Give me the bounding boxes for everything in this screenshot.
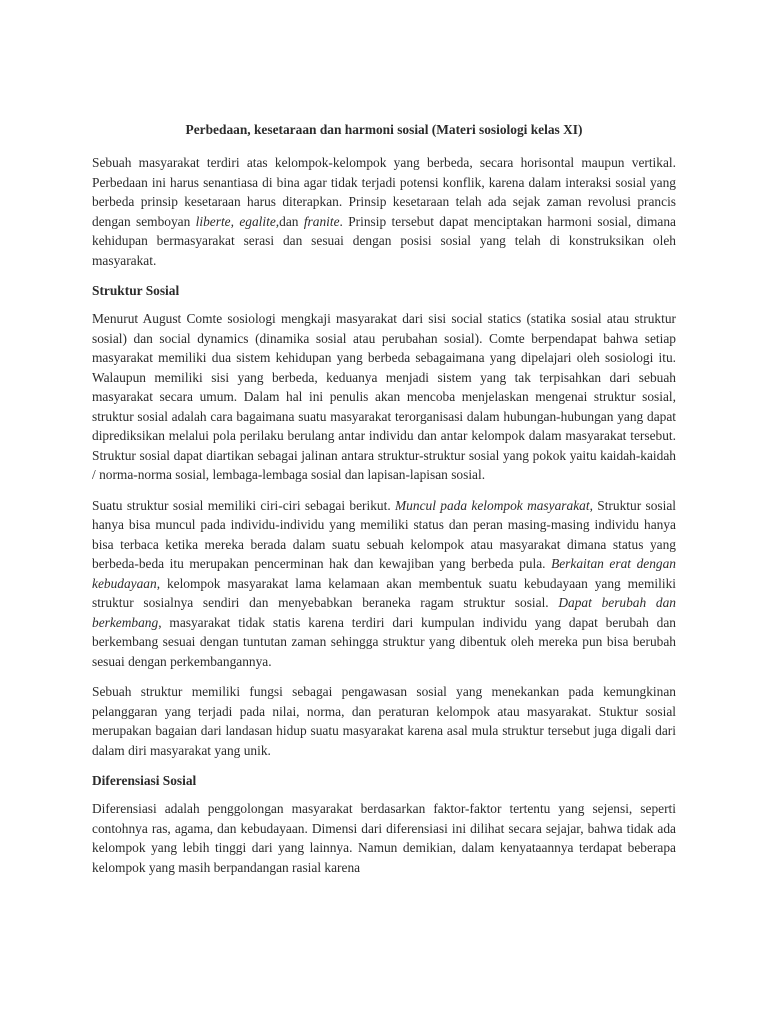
struktur-p2-text-2: , Struktur sosial hanya bisa muncul pada individu-individu yang memiliki status dan peran masing-masing individu hanya bisa terbaca ketika mereka berada dalam suatu sebuah kelompok atau masyarakat dimana status yang berbeda-beda itu merupakan pencerminan hak dan kewajiban yang berbeda pula. bbox=[92, 497, 676, 571]
struktur-p2-italic-3: Dapat berubah dan berkembang bbox=[92, 595, 677, 630]
intro-text-3: . Prinsip tersebut dapat menciptakan harmoni sosial, dimana kehidupan bermasyarakat serasi dan sesuai dengan posisi sosial yang telah di konstruksikan oleh masyarakat. bbox=[92, 213, 676, 268]
document-title: Perbedaan, kesetaraan dan harmoni sosial (Materi sosiologi kelas XI) bbox=[185, 122, 583, 137]
intro-italic-1: liberte, egalite, bbox=[195, 213, 280, 229]
struktur-p2-text-4: , masyarakat tidak statis karena terdiri dari kumpulan individu yang dapat berubah dan berkembang sesuai dengan tuntutan zaman sehingga struktur yang dibentuk oleh mereka pun bisa berubah sesuai dengan perkembangannya. bbox=[92, 614, 676, 669]
intro-text-1: Sebuah masyarakat terdiri atas kelompok-kelompok yang berbeda, secara horisontal maupun vertikal. Perbedaan ini harus senantiasa di bina agar tidak terjadi potensi konflik, karena dalam interaksi sosial yang berbeda prinsip kesetaraan harus diterapkan. Prinsip kesetaraan telah ada sejak zaman revolusi prancis dengan semboyan bbox=[92, 155, 676, 229]
section-heading-struktur-sosial: Struktur Sosial bbox=[92, 283, 180, 298]
section-heading-diferensiasi-sosial: Diferensiasi Sosial bbox=[92, 773, 197, 788]
intro-paragraph bbox=[92, 153, 676, 270]
intro-italic-2: franite bbox=[303, 213, 340, 229]
struktur-p2-text-3: , kelompok masyarakat lama kelamaan akan membentuk suatu kebudayaan yang memiliki struktur sosialnya sendiri dan menyebabkan beraneka ragam struktur sosial. bbox=[92, 575, 676, 610]
intro-text-2: dan bbox=[279, 213, 304, 229]
struktur-p2-text-1: Suatu struktur sosial memiliki ciri-ciri sebagai berikut. bbox=[92, 497, 396, 513]
struktur-p2-italic-1: Muncul pada kelompok masyarakat bbox=[395, 497, 590, 513]
struktur-p2-italic-2: Berkaitan erat dengan kebudayaan bbox=[92, 556, 676, 591]
struktur-paragraph-1: Menurut August Comte sosiologi mengkaji masyarakat dari sisi social statics (statika sosial atau struktur sosial) dan social dynamics (dinamika sosial atau perubahan sosial). Comte berpendapat bahwa setiap masyarakat memiliki dua sistem kehidupan yang berbeda sebagaimana yang dipelajari oleh sosiologi itu. Walaupun memiliki sisi yang berbeda, keduanya menjadi sistem yang tak terpisahkan dari sebuah masyarakat secara umum. Dalam hal ini penulis akan mencoba menjelaskan mengenai struktur sosial, struktur sosial adalah cara bagaimana suatu masyarakat terorganisasi dalam hubungan-hubungan yang dapat diprediksikan melalui pola perilaku berulang antar individu dan antar kelompok dalam masyarakat tersebut. Struktur sosial dapat diartikan sebagai jalinan antara struktur-struktur sosial yang pokok yaitu kaidah-kaidah / norma-norma sosial, lembaga-lembaga sosial dan lapisan-lapisan sosial. bbox=[92, 311, 676, 482]
struktur-paragraph-3: Sebuah struktur memiliki fungsi sebagai pengawasan sosial yang menekankan pada kemungkinan pelanggaran yang terjadi pada nilai, norma, dan peraturan kelompok atau masyarakat. Stuktur sosial merupakan bagaian dari landasan hidup suatu masyarakat karena asal mula struktur tersebut juga digali dari dalam diri masyarakat yang unik. bbox=[92, 684, 676, 758]
diferensiasi-paragraph-1: Diferensiasi adalah penggolongan masyarakat berdasarkan faktor-faktor tertentu yang sejensi, seperti contohnya ras, agama, dan kebudayaan. Dimensi dari diferensiasi ini dilihat secara sejajar, bahwa tidak ada kelompok yang lebih tinggi dari yang lainnya. Namun demikian, dalam kenyataannya terdapat beberapa kelompok yang masih berpandangan rasial karena bbox=[92, 801, 676, 875]
struktur-paragraph-2 bbox=[92, 496, 676, 672]
document-page bbox=[92, 120, 676, 888]
